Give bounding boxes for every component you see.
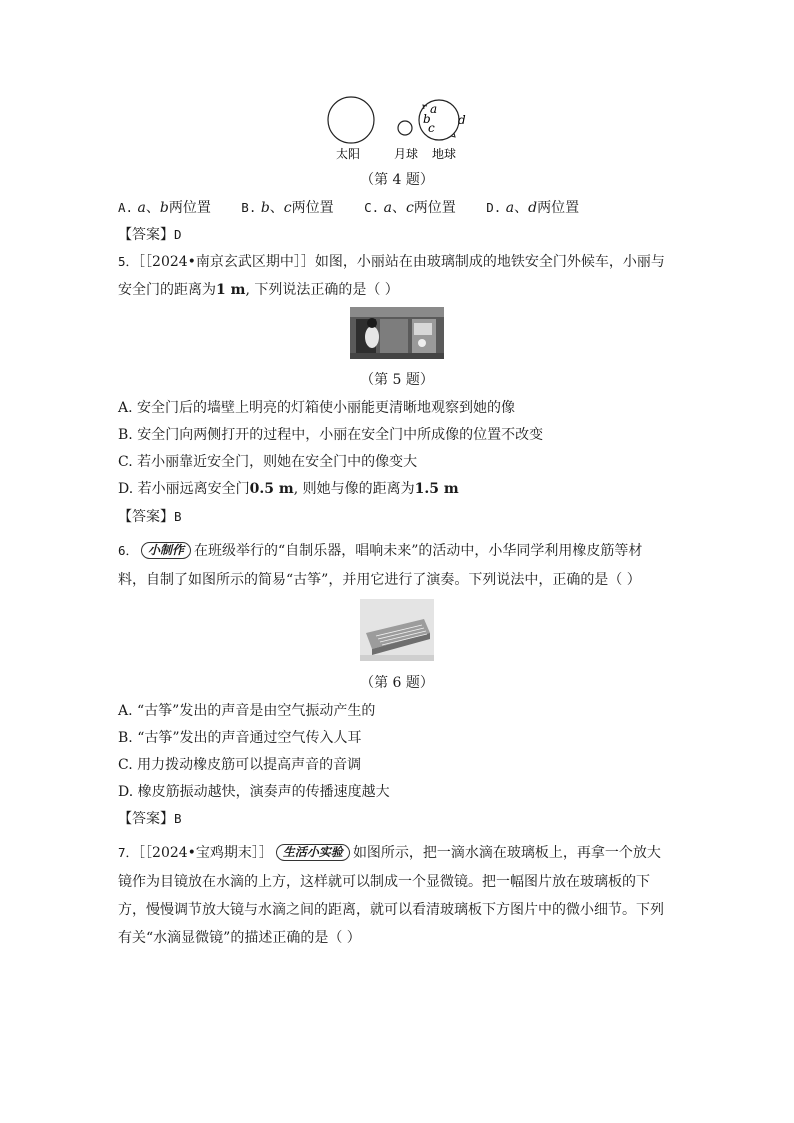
option-b: B. b、c两位置 <box>241 200 334 216</box>
answer-label: 【答案】 <box>118 509 174 525</box>
question-number: 7． <box>118 845 139 860</box>
question-stem: 7．［［2024•宝鸡期末］］ 生活小实验 如图所示，把一滴水滴在玻璃板上，再拿一个放大 <box>118 845 661 861</box>
earth-label: 地球 <box>432 147 457 161</box>
answer-value: D <box>174 227 182 242</box>
option-b: B. 安全门向两侧打开的过程中，小丽在安全门中所成像的位置不改变 <box>118 427 544 443</box>
answer-line <box>118 225 182 245</box>
category-tag: 生活小实验 <box>276 844 350 861</box>
question-source: ［［2024•南京玄武区期中］］ <box>138 254 315 270</box>
question-stem: 6． 小制作 在班级举行的“自制乐器，唱响未来”的活动中，小华同学利用橡皮筋等材 <box>118 543 643 559</box>
moon-circle <box>398 121 412 135</box>
sun-label: 太阳 <box>336 147 361 161</box>
answer-label: 【答案】 <box>118 227 174 243</box>
question-stem: 方，慢慢调节放大镜与水滴之间的距离，就可以看清玻璃板下方图片中的微小细节。下列 <box>118 902 664 918</box>
question-stem: 有关“水滴显微镜”的描述正确的是（ ） <box>118 930 361 946</box>
answer-value: B <box>174 509 182 524</box>
option-d: D. 若小丽远离安全门0.5 m, 则她与像的距离为1.5 m <box>118 481 459 497</box>
point-c-label: c <box>428 121 435 135</box>
option-c: C. a、c两位置 <box>364 200 456 216</box>
option-b: B. “古筝”发出的声音通过空气传入人耳 <box>118 730 362 746</box>
answer-value: B <box>174 811 182 826</box>
question-stem: 5．［［2024•南京玄武区期中］］如图，小丽站在由玻璃制成的地铁安全门外候车，小丽与 <box>118 254 665 270</box>
option-a: A. a、b两位置 <box>118 200 211 216</box>
sun-earth-moon-diagram <box>318 92 478 166</box>
question-stem: 镜作为目镜放在水滴的上方，这样就可以制成一个显微镜。把一幅图片放在玻璃板的下 <box>118 874 650 890</box>
question-stem: 料，自制了如图所示的简易“古筝”，并用它进行了演奏。下列说法中，正确的是（ ） <box>118 572 641 588</box>
answer-label: 【答案】 <box>118 811 174 827</box>
point-d-label: d <box>458 113 466 127</box>
option-a: A. 安全门后的墙壁上明亮的灯箱使小丽能更清晰地观察到她的像 <box>118 400 516 416</box>
point-a-label: a <box>430 102 438 116</box>
q4-options <box>118 198 605 218</box>
figure-caption: （第 4 题） <box>360 172 434 188</box>
figure-caption: （第 6 题） <box>360 675 434 691</box>
point-b-label: b <box>423 112 431 126</box>
option-c: C. 用力拨动橡皮筋可以提高声音的音调 <box>118 757 362 773</box>
homemade-guzheng-photo <box>360 599 434 661</box>
option-d: D. 橡皮筋振动越快，演奏声的传播速度越大 <box>118 784 390 800</box>
question-number: 6． <box>118 543 139 558</box>
question-source: ［［2024•宝鸡期末］］ <box>138 845 273 861</box>
category-tag: 小制作 <box>141 542 191 559</box>
figure-caption: （第 5 题） <box>360 372 434 388</box>
subway-safety-door-photo <box>350 307 444 359</box>
moon-label: 月球 <box>394 147 419 161</box>
orbit-arrow <box>423 105 427 109</box>
option-a: A. “古筝”发出的声音是由空气振动产生的 <box>118 703 376 719</box>
answer-line <box>118 507 182 527</box>
sun-circle <box>328 97 374 143</box>
question-number: 5． <box>118 254 139 269</box>
question-stem: 安全门的距离为1 m, 下列说法正确的是（ ） <box>118 282 399 298</box>
option-d: D. a、d两位置 <box>486 200 580 216</box>
option-c: C. 若小丽靠近安全门，则她在安全门中的像变大 <box>118 454 418 470</box>
answer-line <box>118 809 182 829</box>
